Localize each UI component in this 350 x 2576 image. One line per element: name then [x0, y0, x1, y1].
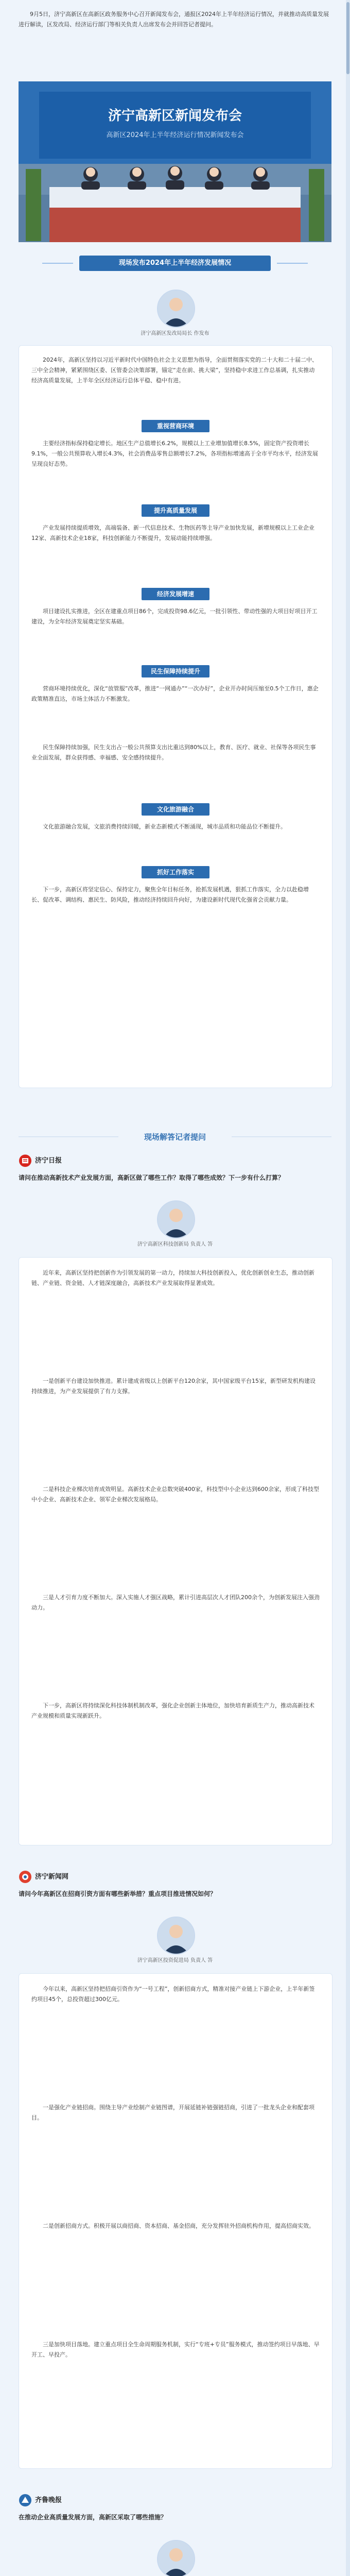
main-paragraph: 主要经济指标保持稳定增长。地区生产总值增长6.2%，规模以上工业增加值增长8.5%，固定资产投资增长9.1%，一般公共预算收入增长4.3%，社会消费品零售总额增长7.2%，各项指标增速高于全市平均水平，经济发展呈现良好态势。	[31, 440, 318, 467]
responder-avatar	[157, 1917, 195, 1955]
responder-caption: 济宁高新区投资促进局 负责人 答	[137, 1958, 213, 1963]
outlet-name: 齐鲁晚报	[35, 2496, 62, 2504]
main-paragraph: 文化旅游融合发展，文旅消费持续回暖，新业态新模式不断涌现，城市品质和功能品位不断提升。	[43, 823, 286, 830]
article-card	[19, 345, 332, 1088]
answer-card	[19, 1973, 332, 2469]
section-tag: 经济发展增速	[142, 588, 209, 600]
divider-title: 现场解答记者提问	[118, 1131, 232, 1142]
outlet-name: 济宁日报	[35, 1157, 62, 1165]
press-conference-photo	[19, 81, 331, 242]
answer-paragraph: 二是创新招商方式。积极开展以商招商、资本招商、基金招商，充分发挥驻外招商机构作用，提高招商实效。	[43, 2223, 314, 2229]
media-outlet-2	[19, 1870, 68, 1884]
main-paragraph: 产业发展持续提质增效，高端装备、新一代信息技术、生物医药等主导产业加快发展，新增规模以上工业企业12家、高新技术企业18家，科技创新能力不断提升，发展动能持续增强。	[31, 524, 314, 541]
section-tag: 提升高质量发展	[142, 504, 209, 517]
question-text: 请问今年高新区在招商引资方面有哪些新举措？重点项目推进情况如何？	[19, 1890, 217, 1897]
speaker-avatar	[157, 290, 195, 328]
responder-avatar	[157, 2540, 195, 2576]
media-outlet-3	[19, 2494, 62, 2507]
question-text: 在推动企业高质量发展方面，高新区采取了哪些措施？	[19, 2514, 167, 2521]
scrollbar-thumb[interactable]	[346, 2, 349, 74]
answer-paragraph: 二是科技企业梯次培育成效明显。高新技术企业总数突破400家，科技型中小企业达到600余家，形成了科技型中小企业、高新技术企业、领军企业梯次发展格局。	[31, 1486, 319, 1503]
main-paragraph: 营商环境持续优化，深化“放管服”改革，推进“一网通办”“一次办好”，企业开办时间压缩至0.5个工作日，惠企政策精准直达，市场主体活力不断激发。	[31, 685, 319, 702]
answer-paragraph: 三是加快项目落地。建立重点项目全生命周期服务机制，实行“专班+专员”服务模式，推动签约项目早落地、早开工、早投产。	[31, 2341, 320, 2358]
answer-paragraph: 今年以来，高新区坚持把招商引资作为“一号工程”，创新招商方式，精准对接产业链上下游企业，上半年新签约项目45个，总投资超过300亿元。	[31, 1986, 315, 2003]
evening-news-logo-icon	[19, 2494, 32, 2507]
section-tag: 重视营商环境	[142, 420, 209, 432]
media-outlet-1	[19, 1154, 62, 1167]
responder-caption: 济宁高新区科技创新局 负责人 答	[137, 1242, 213, 1247]
section-tag: 民生保障持续提升	[142, 665, 209, 677]
main-paragraph: 项目建设扎实推进，全区在建重点项目86个，完成投资98.6亿元，一批引领性、带动性强的大项目好项目开工建设，为全年经济发展奠定坚实基础。	[31, 608, 318, 625]
answer-paragraph: 近年来，高新区坚持把创新作为引领发展的第一动力，持续加大科技创新投入，优化创新创业生态，推动创新链、产业链、资金链、人才链深度融合，高新技术产业发展取得显著成效。	[31, 1269, 314, 1286]
backdrop-subtitle: 高新区2024年上半年经济运行情况新闻发布会	[106, 131, 244, 139]
answer-card	[19, 1257, 332, 1845]
main-paragraph: 民生保障持续加强，民生支出占一般公共预算支出比重达到80%以上，教育、医疗、就业、社保等各项民生事业全面发展，群众获得感、幸福感、安全感持续提升。	[31, 744, 316, 761]
section-tag: 文化旅游融合	[142, 803, 209, 816]
section-tag: 抓好工作落实	[142, 866, 209, 878]
vertical-scrollbar[interactable]	[346, 0, 350, 2576]
answer-paragraph: 三是人才引育力度不断加大。深入实施人才强区战略，累计引进高层次人才团队200余个，为创新发展注入强劲动力。	[31, 1594, 320, 1611]
responder-avatar	[157, 1200, 195, 1239]
question-text: 请问在推动高新技术产业发展方面，高新区做了哪些工作？取得了哪些成效？下一步有什么打算？	[19, 1174, 285, 1181]
backdrop-title: 济宁高新区新闻发布会	[108, 108, 242, 124]
section-banner: 现场发布2024年上半年经济发展情况	[79, 256, 271, 271]
main-paragraph: 2024年，高新区坚持以习近平新时代中国特色社会主义思想为指导，全面贯彻落实党的二十大和二十届二中、三中全会精神，紧紧围绕区委、区管委会决策部署，锚定“走在前、挑大梁”，坚持稳中求进工作总基调，扎实推动经济高质量发展，上半年全区经济运行总体平稳、稳中有进。	[31, 357, 318, 384]
outlet-name: 济宁新闻网	[35, 1873, 69, 1881]
answer-paragraph: 一是强化产业链招商。围绕主导产业绘制产业链图谱，开展延链补链强链招商，引进了一批龙头企业和配套项目。	[31, 2104, 314, 2121]
answer-paragraph: 下一步，高新区将持续深化科技体制机制改革，强化企业创新主体地位，加快培育新质生产力，推动高新技术产业规模和质量实现新跃升。	[31, 1702, 314, 1719]
speaker-caption: 济宁高新区发改局局长 作发布	[141, 331, 209, 336]
intro-paragraph: 9月5日，济宁高新区在高新区政务服务中心召开新闻发布会，通报区2024年上半年经济运行情况，并就推动高质量发展进行解读，区发改局、经济运行部门等相关负责人出席发布会并回答记者提问。	[19, 11, 329, 28]
news-site-logo-icon	[19, 1870, 32, 1884]
main-paragraph: 下一步，高新区将坚定信心、保持定力，聚焦全年目标任务，抢抓发展机遇，狠抓工作落实，全力以赴稳增长、促改革、调结构、惠民生、防风险，推动经济持续回升向好，为建设新时代现代化强省会贡献力量。	[31, 886, 309, 903]
answer-paragraph: 一是创新平台建设加快推进。累计建成省级以上创新平台120余家，其中国家级平台15家，新型研发机构建设持续推进，为产业发展提供了有力支撑。	[31, 1378, 316, 1395]
newspaper-logo-icon	[19, 1154, 32, 1167]
